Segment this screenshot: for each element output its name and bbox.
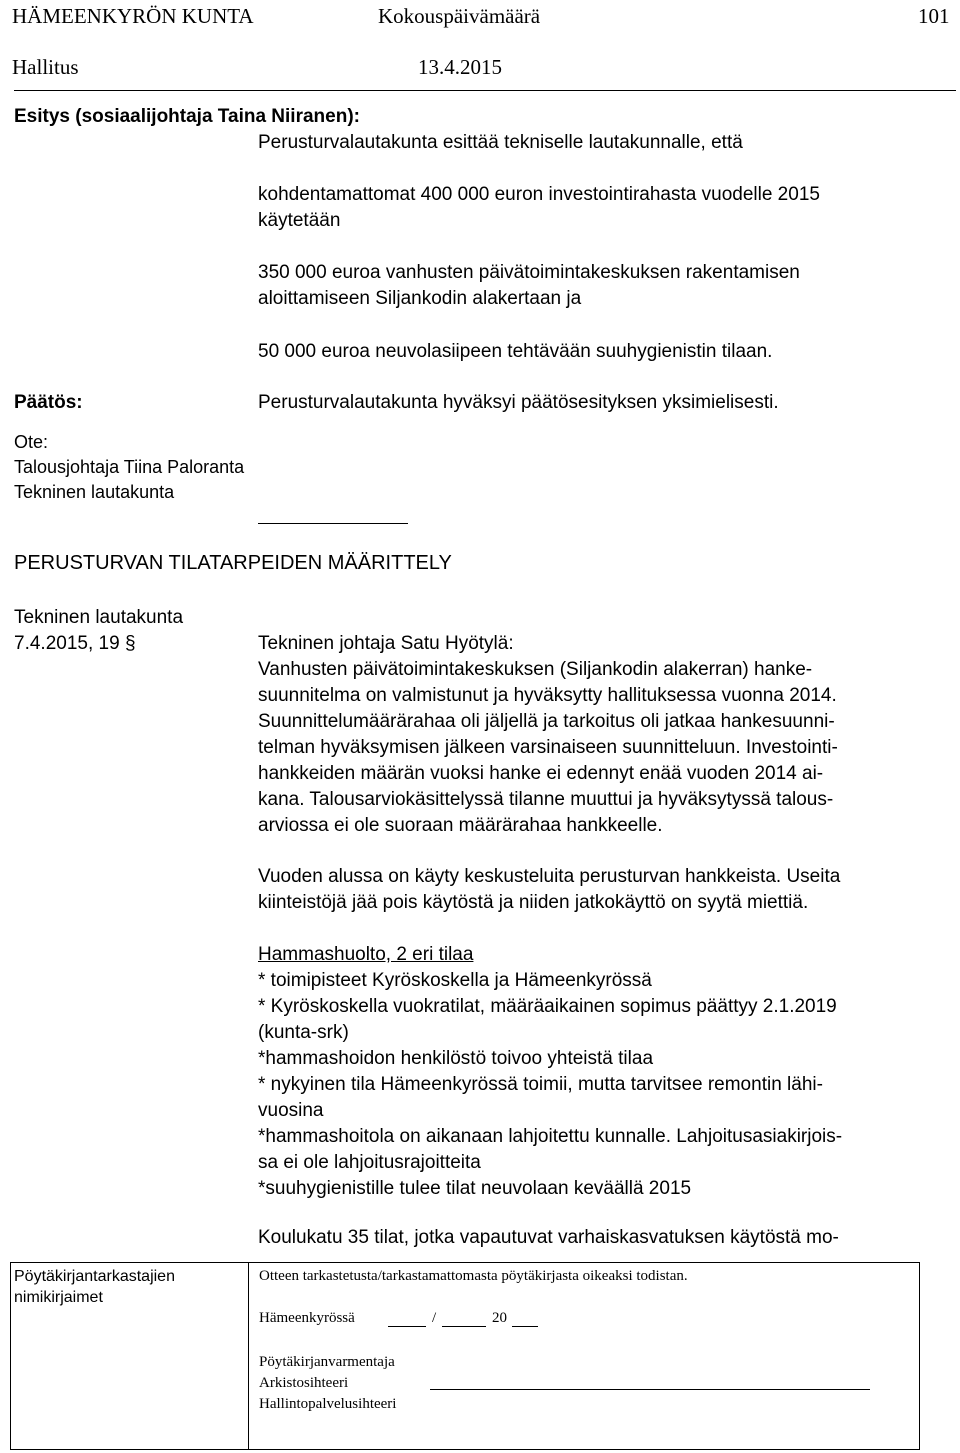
year-label: 20 <box>492 1310 507 1326</box>
dental-list <box>258 942 842 1202</box>
footer-initials-label: Pöytäkirjantarkastajien nimikirjaimet <box>14 1268 175 1306</box>
section-body2: Vuoden alussa on käyty keskusteluita perusturvan hankkeista. Useita kiinteistöjä jää pois käytöstä ja niiden jatkokäyttö on syytä miettiä. <box>258 866 841 913</box>
proposal-para1: kohdentamattomat 400 000 euron investointirahasta vuodelle 2015 käytetään <box>258 184 820 231</box>
list-item: *hammashoitola on aikanaan lahjoitettu kunnalle. Lahjoitusasiakirjois- <box>258 1126 843 1147</box>
proposal-para3: 50 000 euroa neuvolasiipeen tehtävään suuhygienistin tilaan. <box>258 341 773 362</box>
speaker: Tekninen johtaja Satu Hyötylä: <box>258 633 514 654</box>
dental-heading: Hammashuolto, 2 eri tilaa <box>258 944 474 965</box>
meeting-date: 13.4.2015 <box>418 55 502 79</box>
meeting-date-label: Kokouspäivämäärä <box>378 4 541 28</box>
signers-list <box>259 1352 396 1415</box>
place-label: Hämeenkyrössä <box>259 1310 355 1326</box>
year-line <box>512 1326 538 1327</box>
excerpt-block <box>14 430 244 505</box>
header-rule <box>14 90 956 91</box>
signature-line <box>430 1389 870 1390</box>
signer-title: Hallintopalvelusihteeri <box>259 1396 397 1412</box>
list-item: * Kyröskoskella vuokratilat, määräaikainen sopimus päättyy 2.1.2019 <box>258 996 837 1017</box>
excerpt-label: Ote: <box>14 432 49 452</box>
municipality-name: HÄMEENKYRÖN KUNTA <box>12 4 254 28</box>
committee-name: Tekninen lautakunta <box>14 607 184 628</box>
body-name: Hallitus <box>12 55 79 79</box>
last-line: Koulukatu 35 tilat, jotka vapautuvat varhaiskasvatuksen käytöstä mo- <box>258 1227 839 1248</box>
day-line <box>388 1326 426 1327</box>
list-item: *hammashoidon henkilöstö toivoo yhteistä tilaa <box>258 1048 654 1069</box>
footer-divider <box>248 1262 249 1450</box>
list-item: sa ei ole lahjoitusrajoitteita <box>258 1152 481 1173</box>
proposal-intro: Perusturvalautakunta esittää tekniselle lautakunnalle, että <box>258 132 743 153</box>
list-item: *suuhygienistille tulee tilat neuvolaan keväällä 2015 <box>258 1178 692 1199</box>
list-item: vuosina <box>258 1100 324 1121</box>
section-separator <box>258 523 408 524</box>
list-item: * toimipisteet Kyröskoskella ja Hämeenkyrössä <box>258 970 652 991</box>
list-item: * nykyinen tila Hämeenkyrössä toimii, mutta tarvitsee remontin lähi- <box>258 1074 823 1095</box>
decision-text: Perusturvalautakunta hyväksyi päätösesityksen yksimielisesti. <box>258 392 779 413</box>
section-body1: Vanhusten päivätoimintakeskuksen (Siljankodin alakerran) hanke- suunnitelma on valmistunut ja hyväksytty hallituksessa vuonna 2014. Suunnittelumäärärahaa oli jäljellä ja tarkoitus oli jatkaa hankesuunni- telman hyväksymisen jälkeen varsinaiseen suunnitteluun. Investointi- hankkeiden määrän vuoksi hanke ei edennyt enää vuoden 2014 ai- kana. Talousarviokäsittelyssä tilanne muuttui ja hyväksytyssä talous- arviossa ei ole suoraan määrärahaa hankkeelle. <box>258 659 838 836</box>
excerpt-recipient: Tekninen lautakunta <box>14 482 175 502</box>
excerpt-recipient: Talousjohtaja Tiina Paloranta <box>14 457 245 477</box>
decision-label: Päätös: <box>14 392 83 413</box>
month-line <box>442 1326 486 1327</box>
signer-title: Pöytäkirjanvarmentaja <box>259 1354 395 1370</box>
paragraph-symbol: § <box>124 633 136 654</box>
signer-title: Arkistosihteeri <box>259 1375 349 1391</box>
page-number: 101 <box>918 4 950 28</box>
section-title: PERUSTURVAN TILATARPEIDEN MÄÄRITTELY <box>14 552 452 574</box>
item-reference: 7.4.2015, 19 § <box>14 633 136 654</box>
proposal-heading: Esitys (sosiaalijohtaja Taina Niiranen): <box>14 106 360 127</box>
proposal-para2: 350 000 euroa vanhusten päivätoimintakeskuksen rakentamisen aloittamiseen Siljankodin alakertaan ja <box>258 262 800 309</box>
date-slash: / <box>432 1310 437 1326</box>
list-item: (kunta-srk) <box>258 1022 349 1043</box>
certification-text: Otteen tarkastetusta/tarkastamattomasta pöytäkirjasta oikeaksi todistan. <box>259 1268 688 1284</box>
